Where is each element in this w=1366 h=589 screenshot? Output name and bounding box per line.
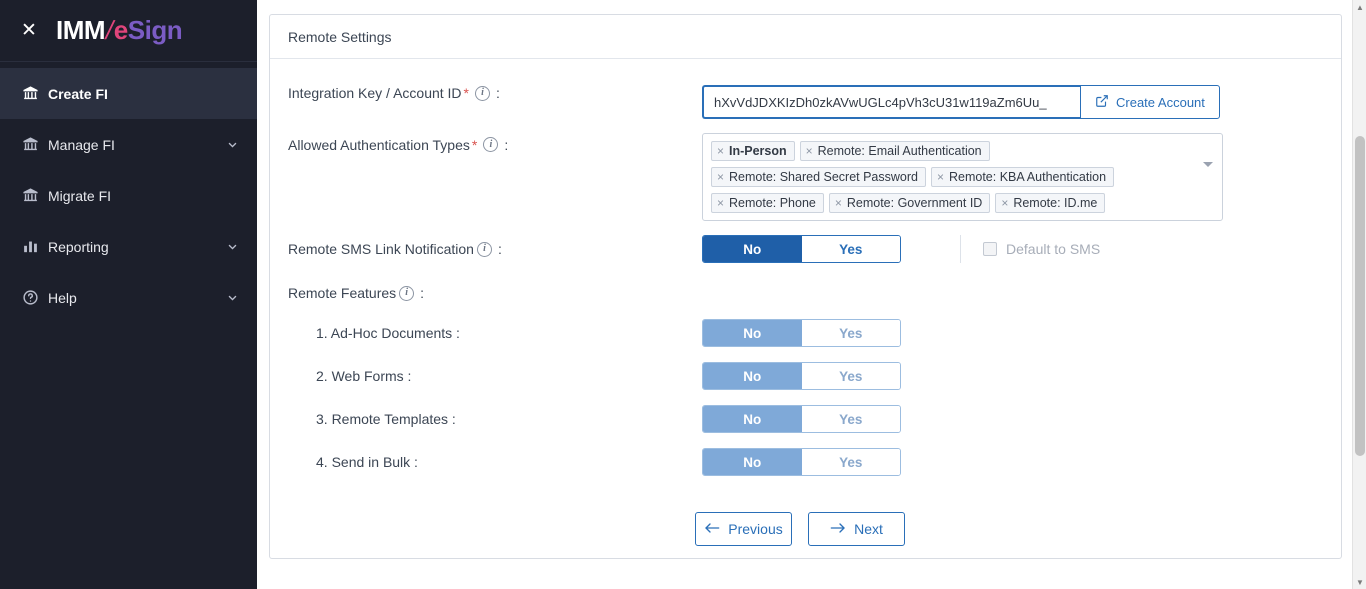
label-colon: : xyxy=(504,137,509,153)
scroll-down-icon[interactable]: ▼ xyxy=(1356,577,1364,587)
info-icon[interactable]: i xyxy=(475,86,490,101)
toggle-option-yes[interactable]: Yes xyxy=(802,406,901,432)
sidebar-item-label: Migrate FI xyxy=(48,187,112,204)
arrow-right-icon xyxy=(830,521,846,537)
app-logo xyxy=(56,15,182,46)
integration-key-label-text: Integration Key / Account ID xyxy=(288,85,462,101)
logo-imm: IMM xyxy=(56,15,106,45)
remote-sms-label-text: Remote SMS Link Notification xyxy=(288,241,474,257)
page-scrollbar[interactable] xyxy=(1352,0,1366,589)
integration-key-controls xyxy=(702,85,1220,119)
previous-button[interactable] xyxy=(695,512,792,546)
sidebar-header xyxy=(0,0,257,62)
remove-tag-icon[interactable]: × xyxy=(716,196,724,210)
sidebar-item-reporting[interactable] xyxy=(0,221,257,272)
auth-type-tag xyxy=(995,193,1105,213)
sidebar-nav xyxy=(0,62,257,323)
info-icon[interactable]: i xyxy=(483,137,498,152)
label-colon: : xyxy=(496,85,500,101)
remote-sms-controls xyxy=(702,235,1100,263)
auth-type-tag-label: Remote: ID.me xyxy=(1013,196,1098,210)
scroll-up-icon[interactable]: ▲ xyxy=(1356,2,1364,12)
sidebar-item-help[interactable] xyxy=(0,272,257,323)
auth-type-tag xyxy=(711,193,824,213)
divider xyxy=(960,235,961,263)
auth-type-tag xyxy=(800,141,990,161)
next-label: Next xyxy=(854,521,883,537)
auth-type-tag-label: In-Person xyxy=(729,144,787,158)
info-icon[interactable]: i xyxy=(399,286,414,301)
remote-settings-card xyxy=(269,14,1342,559)
default-to-sms-label: Default to SMS xyxy=(1006,241,1101,257)
remove-tag-icon[interactable]: × xyxy=(1001,196,1009,210)
auth-types-label-text: Allowed Authentication Types xyxy=(288,137,470,153)
sidebar-item-migrate-fi[interactable] xyxy=(0,170,257,221)
chevron-down-icon[interactable] xyxy=(225,291,239,305)
toggle-option-yes[interactable]: Yes xyxy=(802,320,901,346)
remove-tag-icon[interactable]: × xyxy=(716,170,724,184)
feature-row-remote-templates xyxy=(270,405,1341,433)
toggle-option-no[interactable]: No xyxy=(703,320,802,346)
feature-label: 2. Web Forms : xyxy=(316,368,412,384)
sidebar-item-create-fi[interactable] xyxy=(0,68,257,119)
auth-type-tag-label: Remote: KBA Authentication xyxy=(948,170,1107,184)
feature-toggle-remote-templates[interactable] xyxy=(702,405,901,433)
close-icon[interactable]: ✕ xyxy=(21,20,37,41)
remote-features-title xyxy=(270,285,1341,301)
feature-row-send-in-bulk xyxy=(270,448,1341,476)
sidebar xyxy=(0,0,257,589)
bar-chart-icon xyxy=(22,238,48,255)
sidebar-item-manage-fi[interactable] xyxy=(0,119,257,170)
chevron-down-icon[interactable] xyxy=(225,138,239,152)
auth-type-tag xyxy=(829,193,990,213)
feature-toggle-send-in-bulk[interactable] xyxy=(702,448,901,476)
auth-types-label xyxy=(270,133,702,153)
next-button[interactable] xyxy=(808,512,905,546)
feature-toggle-ad-hoc-documents[interactable] xyxy=(702,319,901,347)
bank-icon xyxy=(22,187,48,204)
remote-features-title-text: Remote Features xyxy=(288,285,397,301)
feature-toggle-web-forms[interactable] xyxy=(702,362,901,390)
create-account-label: Create Account xyxy=(1116,94,1205,110)
required-marker: * xyxy=(463,85,469,101)
integration-key-label xyxy=(270,85,702,101)
feature-row-web-forms xyxy=(270,362,1341,390)
remove-tag-icon[interactable]: × xyxy=(716,144,724,158)
default-to-sms-checkbox[interactable] xyxy=(983,242,997,256)
auth-type-tag-label: Remote: Email Authentication xyxy=(817,144,982,158)
bank-icon xyxy=(22,85,48,102)
bank-icon xyxy=(22,136,48,153)
auth-type-tag xyxy=(711,141,795,161)
toggle-option-yes[interactable]: Yes xyxy=(802,449,901,475)
label-colon: : xyxy=(420,285,425,301)
toggle-option-yes[interactable]: Yes xyxy=(802,363,901,389)
main-content xyxy=(257,0,1366,589)
default-to-sms-checkbox-wrap[interactable] xyxy=(983,241,1100,257)
feature-row-ad-hoc-documents xyxy=(270,319,1341,347)
auth-types-multiselect[interactable] xyxy=(702,133,1223,221)
previous-label: Previous xyxy=(728,521,783,537)
sidebar-item-label: Reporting xyxy=(48,238,109,255)
label-colon: : xyxy=(497,241,502,257)
remote-sms-toggle[interactable] xyxy=(702,235,901,263)
required-marker: * xyxy=(471,137,478,153)
sidebar-item-label: Create FI xyxy=(48,85,108,102)
remote-sms-label xyxy=(270,241,702,257)
remove-tag-icon[interactable]: × xyxy=(936,170,944,184)
logo-e: e xyxy=(113,15,128,45)
card-body xyxy=(270,59,1341,546)
create-account-button[interactable] xyxy=(1080,85,1220,119)
chevron-down-icon[interactable] xyxy=(1203,162,1213,167)
toggle-option-no[interactable]: No xyxy=(703,406,802,432)
feature-label: 3. Remote Templates : xyxy=(316,411,456,427)
sidebar-item-label: Help xyxy=(48,289,77,306)
auth-types-row xyxy=(270,133,1341,221)
arrow-left-icon xyxy=(704,521,720,537)
feature-label: 4. Send in Bulk : xyxy=(316,454,418,470)
info-icon[interactable]: i xyxy=(477,242,492,257)
toggle-option-no[interactable]: No xyxy=(703,449,802,475)
external-link-icon xyxy=(1095,94,1109,111)
question-circle-icon xyxy=(22,289,48,306)
remote-sms-row xyxy=(270,235,1341,263)
sidebar-item-label: Manage FI xyxy=(48,136,115,153)
integration-key-input[interactable] xyxy=(702,85,1080,119)
feature-label: 1. Ad-Hoc Documents : xyxy=(316,325,460,341)
auth-type-tag xyxy=(711,167,926,187)
toggle-option-yes[interactable]: Yes xyxy=(802,236,901,262)
auth-type-tag-label: Remote: Government ID xyxy=(846,196,983,210)
toggle-option-no[interactable]: No xyxy=(703,363,802,389)
remove-tag-icon[interactable]: × xyxy=(834,196,842,210)
auth-type-tag-label: Remote: Phone xyxy=(729,196,816,210)
wizard-navigation xyxy=(270,512,1341,546)
logo-slash: / xyxy=(102,15,117,45)
card-title: Remote Settings xyxy=(270,15,1341,59)
toggle-option-no[interactable]: No xyxy=(703,236,802,262)
integration-key-row xyxy=(270,85,1341,119)
auth-type-tag-label: Remote: Shared Secret Password xyxy=(729,170,918,184)
logo-sign: Sign xyxy=(127,15,183,45)
scrollbar-thumb[interactable] xyxy=(1355,136,1365,456)
chevron-down-icon[interactable] xyxy=(225,240,239,254)
auth-type-tag xyxy=(931,167,1114,187)
remove-tag-icon[interactable]: × xyxy=(805,144,813,158)
